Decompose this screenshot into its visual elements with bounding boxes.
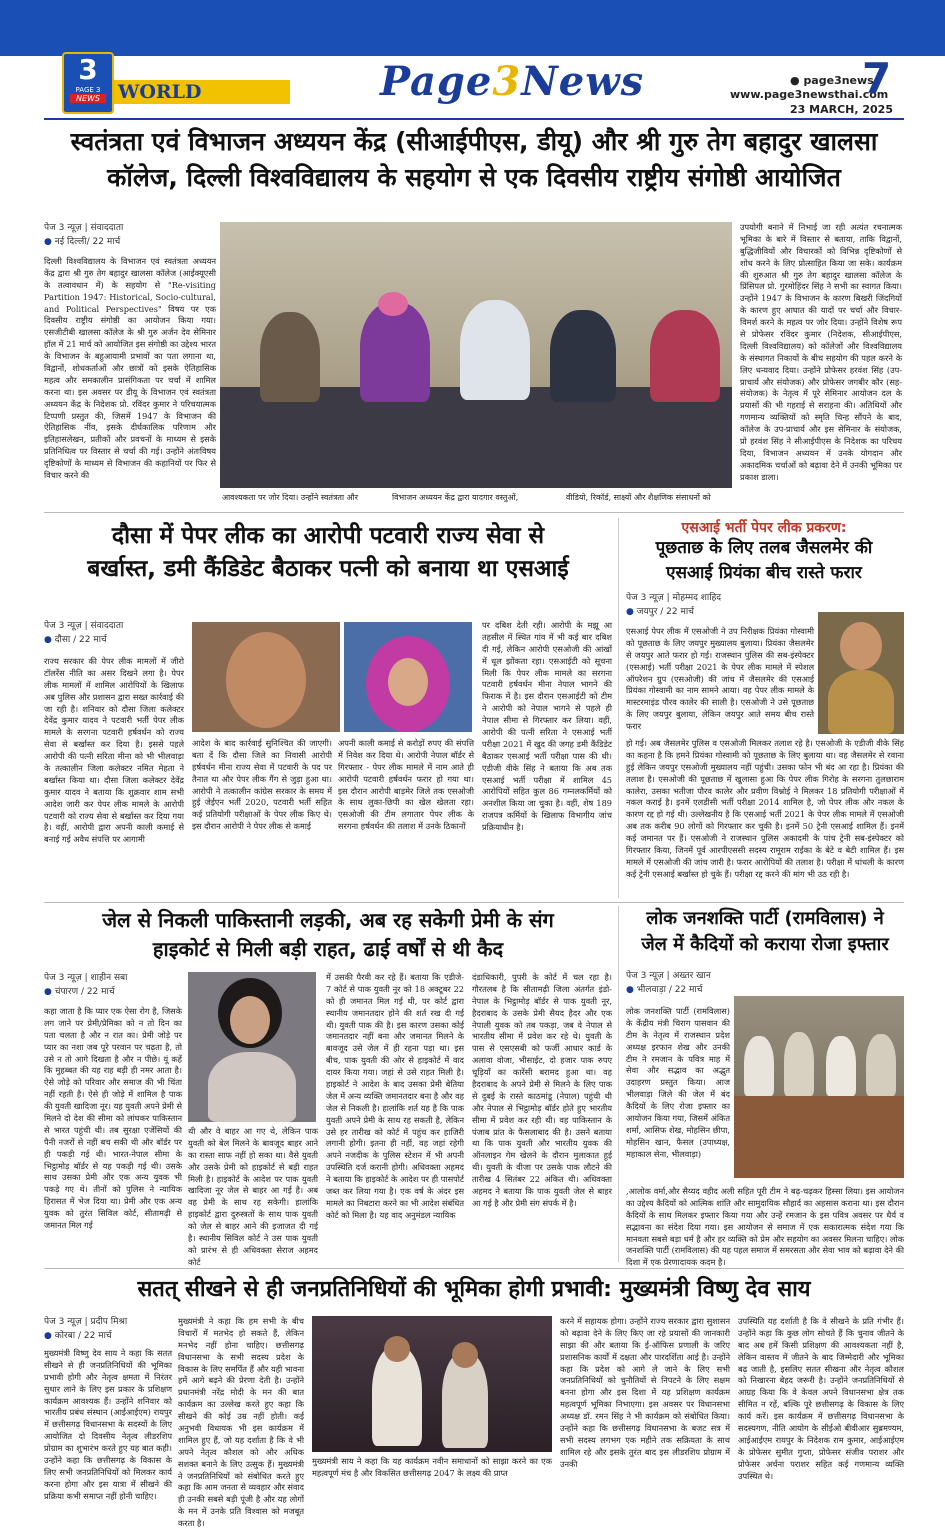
- article2-byline: पेज 3 न्यूज़ | संवाददाता ● दौसा / 22 मार्च: [44, 621, 124, 645]
- divider: [44, 512, 904, 513]
- article1-caption1: आवश्यकता पर जोर दिया। उन्होंने स्वतंत्रता और: [222, 493, 359, 502]
- article1-byline: पेज 3 न्यूज़ | संवाददाता ● नई दिल्ली/ 22 मार्च: [44, 223, 124, 247]
- masthead-post: News: [521, 58, 645, 105]
- iftar-photo: [734, 996, 904, 1178]
- article2-col2: आदेश के बाद कार्रवाई सुनिश्चित की जाएगी। बता दें कि दौसा जिले का निवासी आरोपी हर्षवर्धन मीना राज्य सेवा में पटवारी के पद पर तैनात था और पेपर लीक गैंग से जुड़ा हुआ था। आरोपी ने तत्कालीन कांग्रेस सरकार के समय में हुई जेईएन भर्ती 2020, पटवारी भर्ती सहित कई प्रतियोगी परीक्षाओं के पेपर लीक किए थे। इस दौरान आरोपी ने पेपर लीक से कमाई: [192, 738, 332, 832]
- article6-byline: पेज 3 न्यूज़ | प्रदीप मिश्रा ● कोरबा / 22 मार्च: [44, 1317, 128, 1341]
- article1-headline: स्वतंत्रता एवं विभाजन अध्ययन केंद्र (सीआईपीएस, डीयू) और श्री गुरु तेग बहादुर खालसा कॉलेज, दिल्ली विश्वविद्यालय के सहयोग से एक दिवसीय राष्ट्रीय संगोष्ठी आयोजित: [70, 127, 878, 193]
- accused-woman-photo: [344, 622, 472, 732]
- masthead-pre: Page: [380, 58, 493, 105]
- article6-col4: उपस्थिति यह दर्शाती है कि वे सीखने के प्रति गंभीर हैं। उन्होंने कहा कि कुछ लोग सोचते हैं कि चुनाव जीतने के बाद अब हमें किसी प्रशिक्षण की आवश्यकता नहीं है, लेकिन वास्तव में जीतने के बाद जिम्मेदारी और भूमिका बढ़ जाती है, इसलिए सतत सीखना और नेतृत्व कौशल को निखारना बेहद जरूरी है। उन्होंने जनप्रतिनिधियों से आग्रह किया कि वे केवल अपने विधानसभा क्षेत्र तक सीमित न रहें, बल्कि पूरे छत्तीसगढ़ के विकास के लिए कार्य करें। इस कार्यक्रम में छत्तीसगढ़ विधानसभा के सदस्यगण, नीति आयोग के सीईओ बीवीआर सुब्रमण्यम, आईआईएम रायपुर के निदेशक राम कुमार, आईआईएम के प्रोफेसर सुमीत गुप्ता, प्रोफेसर संजीव पराशर और प्रोफेसर अर्चना पराशर सहित कई गणमान्य व्यक्ति उपस्थित थे।: [738, 1316, 904, 1481]
- article3-kicker: एसआई भर्ती पेपर लीक प्रकरण:: [681, 520, 847, 536]
- article1-caption2: विभाजन अध्ययन केंद्र द्वारा यादगार वस्तुओं,: [392, 493, 519, 502]
- article5-col1: लोक जनशक्ति पार्टी (रामविलास) के केंद्रीय मंत्री चिराग पासवान की टीम के नेतृत्व में राजस्थान प्रदेश अध्यक्ष इरफान शेख और उनकी टीम ने रमजान के पवित्र माह में सेवा और सद्भाव का अद्भुत उदाहरण प्रस्तुत किया। आज भीलवाड़ा जिले की जेल में बंद कैदियों के लिए रोजा इफ्तार का आयोजन किया गया, जिसमें अंकित शर्मा, आसिफ शेख, मोहसिन छीपा, मोहसिन खान, फैसल (उपाध्यक्ष, महाकाल सेना, भीलवाड़ा): [626, 1006, 730, 1159]
- seminar-photo: [220, 222, 732, 488]
- issue-date: 23 MARCH, 2025: [790, 103, 893, 116]
- article6-caption: मुख्यमंत्री साय ने कहा कि यह कार्यक्रम नवीन समाधानों को साझा करने का एक महत्वपूर्ण मंच है और विकसित छत्तीसगढ़ 2047 के लक्ष्य की प्राप्त: [312, 1456, 552, 1478]
- logo-tag: NEWS: [70, 94, 106, 103]
- article6-headline: सतत् सीखने से ही जनप्रतिनिधियों की भूमिका होगी प्रभावी: मुख्यमंत्री विष्णु देव साय: [137, 1277, 811, 1302]
- article4-col4: दंडाधिकारी, पुपरी के कोर्ट में चल रहा है। गौरतलब है कि सीतामढ़ी जिला अंतर्गत इंडो-नेपाल के भिट्ठामोड़ बॉर्डर से पाक युवती नूर, हैदराबाद के उसके प्रेमी सैयद हैदर और एक नेपाली युवक को तब पकड़ा, जब वे नेपाल से भारतीय सीमा में प्रवेश कर रहे थे। युवती के पास से एसएसबी को फर्जी आधार कार्ड के अलावा वोजा, भीसाईट, दो हजार पाक रुपए चूड़ियाँ का कारेंसी बरामद हुआ था। वह हैदराबाद के अपने प्रेमी से मिलने के लिए पाक से दुबई के रास्ते काठमांडू (नेपाल) पहुंची थी और नेपाल से भिट्ठामोड़ बॉर्डर होते हुए भारतीय सीमा में प्रवेश कर रही थी। वह पाकिस्तान के पंजाब प्रांत के फैसलाबाद की है। उसने बताया था कि पाक युवती और भारतीय युवक की ऑनलाइन गेम खेलने के दौरान मुलाकात हुई थी। युवती के वीजा पर उसके पाक लौटने की तारीख 4 सितंबर 22 अंकित थी। अधिवक्ता अहमद ने बताया कि पाक युवती जेल से बाहर आ गई है और प्रेमी संग संपर्क में है।: [472, 972, 612, 1208]
- article2-col1: राज्य सरकार की पेपर लीक मामलों में जीरो टॉलरेंस नीति का असर दिखने लगा है। पेपर लीक मामलों में शामिल आरोपियों के खिलाफ अब पुलिस और प्रशासन द्वारा सख्त कार्रवाई की जा रही है। शनिवार को दौसा जिला कलेक्टर देवेंद्र कुमार यादव ने पटवारी भर्ती पेपर लीक मामले के सरगना पटवारी हर्षवर्धन को राज्य सेवा से बर्खास्त कर दिया है। इससे पहले आरोपी की पत्नी सरिता मीना को भी भीलवाड़ा के तत्कालीन जिला कलेक्टर नमित मेहता ने बर्खास्त किया था। दौसा जिला कलेक्टर देवेंद्र कुमार यादव ने बताया कि शुक्रवार शाम सभी आदेश जारी कर पेपर लीक मामले के आरोपी पटवारी को राज्य सेवा से बर्खास्त कर दिया गया है। वहीं, आरोपी द्वारा अपनी काली कमाई से बनाई गई अवैध संपत्ति पर आगामी: [44, 656, 184, 845]
- pakistani-girl-photo: [188, 972, 316, 1122]
- article3-col1: एसआई पेपर लीक में एसओजी ने उप निरीक्षक प्रियंका गोस्वामी को पूछताछ के लिए जयपुर मुख्यालय बुलाया। प्रियंका जैसलमेर से जयपुर आते फरार हो गई। राजस्थान पुलिस की सब-इंस्पेक्टर (एसआई) भर्ती परीक्षा 2021 के पेपर लीक मामले में स्पेशल ऑपरेशन ग्रुप (एसओजी) की जांच में जैसलमेर की एसआई प्रियंका गोस्वामी का नाम सामने आया। वह पेपर लीक मामले के मास्टरमाइंड पौरव कालेर की साली है। एसओजी ने उसे पूछताछ के लिए जयपुर बुलाया, लेकिन जयपुर आते समय बीच रास्ते फरार: [626, 626, 814, 732]
- top-bar: [0, 0, 945, 56]
- si-priyanka-photo: [818, 612, 904, 734]
- article3-body: हो गई। अब जैसलमेर पुलिस व एसओजी मिलकर तलाश रहे है। एसओजी के एडीजी वीके सिंह का कहना है कि हमने प्रियंका गोस्वामी को पूछताछ के लिए बुलाया था। वह जैसलमेर से रवाना हुई लेकिन जयपुर एसओजी मुख्यालय नहीं पहुंची। उसका फोन भी बंद आ रहा है। प्रियंका की तलाश है। एसओजी की पूछताछ में खुलासा हुआ कि पेपर लीक गिरोह के सरगना तुलछाराम कालेरा, उसका भतीजा पौरव कालेर और प्रवीण विश्नोई ने मिलकर 18 प्रतियोगी परीक्षाओं में नकल कराई है। इनमें एलडीसी भर्ती परीक्षा 2014 शामिल है, जो पेपर लीक और नकल के कारण रद्द हो गई थी। उल्लेखनीय है कि एसआई भर्ती 2021 के पेपर लीक मामले में एसओजी अब तक करीब 90 लोगों को गिरफ्तार कर चुकी है। इनमें 50 ट्रेनी एसआई शामिल हैं। इनमें कई जमानत पर हैं। एसओजी ने राजस्थान पुलिस अकादमी के पांच ट्रेनी सब-इंस्पेक्टर को गिरफ्तार किया, जिनमें पूर्व आरपीएससी सदस्य रामूराम राईका के बेटे व बेटी शामिल हैं। इस मामले में एसओजी की जांच जारी है। फरार आरोपियों की तलाश है। परीक्षा में धांधली के कारण कई ट्रेनी एसआई बर्खास्त हो चुके हैं। परीक्षा रद्द करने की मांग भी उठ रही है।: [626, 738, 904, 879]
- article6-col1: मुख्यमंत्री विष्णु देव साय ने कहा कि सतत सीखने से ही जनप्रतिनिधियों की भूमिका प्रभावी होगी और नेतृत्व क्षमता में निरंतर सुधार लाने के लिए इस प्रकार के प्रशिक्षण कार्यक्रम आवश्यक हैं। उन्होंने शनिवार को भारतीय प्रबंध संस्थान (आईआईएम) रायपुर में छत्तीसगढ़ विधानसभा के सदस्यों के लिए आयोजित दो दिवसीय नेतृत्व लीडरशिप प्रोग्राम का शुभारंभ करते हुए यह बात कही। उन्होंने कहा कि छत्तीसगढ़ के विकास के लिए सभी जनप्रतिनिधियों को मिलकर कार्य करना होगा और इस यात्रा में सीखने की प्रक्रिया कभी समाप्त नहीं होनी चाहिए।: [44, 1348, 172, 1501]
- article2-headline: दौसा में पेपर लीक का आरोपी पटवारी राज्य सेवा से बर्खास्त, डमी कैंडिडेट बैठाकर पत्नी को बनाया था एसआई: [87, 523, 569, 583]
- logo-text: PAGE 3: [75, 86, 101, 94]
- article6-col3: करने में सहायक होगा। उन्होंने राज्य सरकार द्वारा सुशासन को बढ़ावा देने के लिए किए जा रहे प्रयासों की जानकारी साझा की और बताया कि ई-ऑफिस प्रणाली के जरिए प्रशासनिक कार्यों में दक्षता और पारदर्शिता आई है। उन्होंने कहा कि प्रदेश को आगे ले जाने के लिए सभी जनप्रतिनिधियों को चुनौतियों से निपटने के लिए सक्षम बनना होगा और इस दिशा में यह प्रशिक्षण कार्यक्रम महत्वपूर्ण भूमिका निभाएगा। इस अवसर पर विधानसभा अध्यक्ष डॉ. रमन सिंह ने भी कार्यक्रम को संबोधित किया। उन्होंने कहा कि छत्तीसगढ़ विधानसभा के बजट सत्र में सभी सदस्य लगभग एक महीने तक सक्रियता के साथ शामिल रहे और इसके तुरंत बाद इस लीडरशिप प्रोग्राम में उनकी: [560, 1316, 730, 1469]
- logo-number: 3: [78, 53, 98, 86]
- site-url: www.page3newsthai.com: [730, 88, 889, 101]
- article3-byline: पेज 3 न्यूज़ | मोहम्मद शाहिद ● जयपुर / 22 मार्च: [626, 593, 722, 617]
- article4-headline: जेल से निकली पाकिस्तानी लड़की, अब रह सकेगी प्रेमी के संग हाइकोर्ट से मिली बड़ी राहत, ढाई वर्षों से थी कैद: [102, 908, 554, 961]
- article2-col3: अपनी काली कमाई से करोड़ों रुपए की संपत्ति में निवेश कर दिया थे। आरोपी नेपाल बॉर्डर से गिरफ्तार - पेपर लीक मामले में नाम आते ही आरोपी पटवारी हर्षवर्धन फरार हो गया था। इस दौरान आरोपी बाड़मेर जिले तक एसओजी के साथ लुका-छिपी का खेल खेलता रहा। एसओजी की टीम लगातार पेपर लीक के सरगना हर्षवर्धन की तलाश में उनके ठिकानों: [338, 738, 474, 832]
- article4-col3: में उसकी पैरवी कर रहे हैं। बताया कि एडीजे- 7 कोर्ट से पाक युवती नूर को 18 अक्टूबर 22 को ही जमानत मिल गई थी, पर कोर्ट द्वारा स्थानीय जमानतदार होने की शर्त रख दी गई थी। युवती पाक की है। इस कारण उसका कोई जमानतदार नहीं बना और जमानत मिलने के बावजूद उसे जेल में ही रहना पड़ा था। इस बीच, पाक युवती की ओर से हाइकोर्ट में वाद दायर किया गया। जहां से उसे राहत मिली है। हाइकोर्ट ने आदेश के बाद उसका प्रेमी बेतिया जेल में अन्य व्यक्ति जमानतदार बना है और वह जेल से निकली है। हालांकि शर्त यह है कि पाक युवती अपने प्रेमी के साथ रह सकती है, लेकिन उसे हर तारीख को कोर्ट में पहुंच कर हाजिरी लगानी होगी। इतना ही नहीं, वह जहां रहेगी अपने नजदीक के पुलिस स्टेशन में भी अपनी उपस्थिति दर्ज करानी होगी। अधिवक्ता अहमद ने बताया कि हाइकोर्ट के आदेश पर ही पासपोर्ट जब्त कर लिया गया है। एक वर्ष के अंदर इस मामले का निबटारा करने का भी आदेश संबंधित कोर्ट को मिला है। यह वाद अनुमंडल न्यायिक: [326, 972, 464, 1220]
- masthead: [380, 58, 644, 105]
- article5-body: ,आलोक वर्मा,और सैय्यद वहीद अली सहित पूरी टीम ने बढ़-चढ़कर हिस्सा लिया। इस आयोजन का उद्देश्य कैदियों को आत्मिक शांति और सामुदायिक सौहार्द का अहसास कराना था। इस दौरान कैदियों के साथ मिलकर इफ्तार किया गया और उन्हें रमजान के इस पवित्र अवसर पर धैर्य व सद्भावना का संदेश दिया गया। इस आयोजन से समाज में एक सकारात्मक संदेश गया कि मानवता सबसे बड़ा धर्म है और हर व्यक्ति को प्रेम और सहयोग का अवसर मिलना चाहिए। लोक जनशक्ति पार्टी (रामविलास) की यह पहल समाज में समरसता और सेवा भाव को बढ़ावा देने की दिशा में एक प्रेरणादायक कदम है।: [626, 1186, 904, 1268]
- page3-logo: [62, 52, 114, 114]
- masthead-num: 3: [492, 58, 522, 105]
- site-short: ● page3news: [790, 74, 874, 87]
- article5-byline: पेज 3 न्यूज़ | अख्तर खान ● भीलवाड़ा / 22 मार्च: [626, 971, 711, 995]
- vertical-divider: [618, 518, 619, 898]
- article1-col1: दिल्ली विश्वविद्यालय के विभाजन एवं स्वतंत्रता अध्ययन केंद्र द्वारा श्री गुरु तेग बहादुर खालसा कॉलेज (आईक्यूएसी के तत्वावधान में) के सहयोग से "Re-visiting Partition 1947: Historical, Socio-cultural, and Political Perspectives" विषय पर एक दिवसीय राष्ट्रीय संगोष्ठी का आयोजन किया गया। एसजीटीबी खालसा कॉलेज के श्री गुरु अर्जन देव सेमिनार हॉल में 21 मार्च को आयोजित इस संगोष्ठी का उद्देश्य भारत के विभाजन के बहुआयामी प्रभावों का पता लगाना था, विद्वानों, शोधकर्ताओं और छात्रों को इसके ऐतिहासिक महत्व और समकालीन प्रासंगिकता पर चर्चा में शामिल करना था। इस अवसर पर डीयू के विभाजन एवं स्वतंत्रता अध्ययन केंद्र के निदेशक प्रो. रविंदर कुमार ने परिचयात्मक टिप्पणी प्रस्तुत की, जिसमें 1947 के विभाजन की ऐतिहासिक नींव, इसके दीर्घकालिक परिणाम और इतिहासलेखन, प्रतीकों और प्रवचनों के माध्यम से इसके प्रतिनिधित्व पर विस्तार से चर्चा की गई। उन्होंने अंतःविषय दृष्टिकोणों के माध्यम से विभाजन की कहानियों पर फिर से विचार करने की: [44, 256, 216, 481]
- article2-col4: पर दबिश देती रही। आरोपी के मझू आ तहसील में स्थित गांव में भी कई बार दबिश दी गई, लेकिन आरोपी एसओजी की आंखों में धूल झोंकता रहा। एसआईटी को सूचना मिली कि पेपर लीक मामले का सरगना पटवारी हर्षवर्धन मीना नेपाल भागने की फिराक में है। इस दौरान एसआईटी को टीम ने आरोपी को नेपाल भागने से पहले ही नेपाल सीमा से गिरफ्तार कर लिया। वहीं, आरोपी की पत्नी सरिता ने एसआई भर्ती परीक्षा 2021 में खुद की जगह डमी कैंडिडेट बैठाकर एसआई भर्ती परीक्षा पास की थी। एडीजी वीके सिंह ने बताया कि अब तक एसआई भर्ती परीक्षा में शामिल 45 आरोपियों सहित कुल 86 गम्नलकर्मियों को अनशील किया जा चुका है। वहीं, शेष 189 राजपत्र कर्मियों के खिलाफ विभागीय जांच प्रक्रियाधीन है।: [482, 620, 612, 833]
- article1-col3: उपयोगी बनाने में निभाई जा रही अत्यंत रचनात्मक भूमिका के बारे में विस्तार से बताया, ताकि विद्वानों, बुद्धिजीवियों और विचारकों को विभिन्न दृष्टिकोणों से शोध करने के लिए प्रोत्साहित किया जा सके। कार्यक्रम की शुरुआत श्री गुरु तेग बहादुर खालसा कॉलेज के प्रिंसिपल प्रो. गुरमोहिंदर सिंह ने सभी का स्वागत किया। उन्होंने 1947 के विभाजन के कारण बिखरी जिंदगियों के कारण हुए आघात की यादों पर चर्चा और विचार-विमर्श करने के महत्व पर जोर दिया। उन्होंने विशेष रूप से प्रोफेसर रविंदर कुमार (निदेशक, सीआईपीएस, दिल्ली विश्वविद्यालय) को कॉलेजों और विश्वविद्यालय के संस्थागत निकायों के बीच सहयोग की पहल करने के लिए धन्यवाद दिया। उन्होंने प्रोफेसर हरवंश सिंह (उप-प्राचार्य और संयोजक) और प्रोफेसर जगबीर कौर (सह-संयोजक) के नेतृत्व में पूरे सेमिनार आयोजन दल के प्रयासों की भी गहराई से सराहना की। अतिथियों और गणमान्य व्यक्तियों को स्मृति चिन्ह सौंपने के बाद, कॉलेज के उप-प्राचार्य और इस सेमिनार के संयोजक, प्रो हरवंश सिंह ने सीआईपीएस के निदेशक का परिचय दिया, विभाजन अध्ययन में उनके योगदान और अकादमिक चर्चाओं को बढ़ावा देने में उनकी भूमिका पर प्रकाश डाला।: [740, 222, 902, 482]
- article5-headline: लोक जनशक्ति पार्टी (रामविलास) ने जेल में कैदियों को कराया रोजा इफ्तार: [641, 908, 889, 956]
- article6-col2: मुख्यमंत्री ने कहा कि हम सभी के बीच विचारों में मतभेद हो सकते हैं, लेकिन मनभेद नहीं होना चाहिए। छत्तीसगढ़ विधानसभा के सभी सदस्य प्रदेश के विकास के लिए समर्पित हैं और यही भावना हमें आगे बढ़ने की प्रेरणा देती है। उन्होंने प्रधानमंत्री नरेंद्र मोदी के मन की बात कार्यक्रम का उल्लेख करते हुए कहा कि सीखने की कोई उम्र नहीं होती। कई अनुभवी विधायक भी इस कार्यक्रम में शामिल हुए हैं, जो यह दर्शाता है कि वे भी अपने नेतृत्व कौशल को और अधिक सशक्त बनाने के लिए उत्सुक हैं। मुख्यमंत्री ने जनप्रतिनिधियों को संबोधित करते हुए कहा कि आम जनता से व्यवहार और संवाद ही उनकी सबसे बड़ी पूंजी है और यह लोगों के मन में उनके प्रति विश्वास को मजबूत करता है।: [178, 1316, 304, 1529]
- article4-byline: पेज 3 न्यूज़ | शाहीन सबा ● चंपारण / 22 मार्च: [44, 973, 128, 997]
- header-rule: [44, 118, 904, 120]
- section-title: WORLD: [118, 81, 202, 103]
- article4-col1: कहा जाता है कि प्यार एक ऐसा रोग है, जिसके लग जाने पर प्रेमी/प्रेमिका को न तो दिन का पता चलता है और न रात का। प्रेमी जोड़े पर प्यार का नशा जब पूरे परवान पर चढ़ता है, तो उसे न तो आगे दिखता है और न पीछे। यूं कहें कि मुहब्बत की यह राह बड़ी ही नमर आता है। ऐसे जोड़े को परिवार और समाज की भी चिंता नहीं रहती है। ऐसे ही जोड़े में शामिल है पाक की युवती खादिजा नूर। यह युवती अपने प्रेमी से मिलने दो देश की सीमा को लांघकर पाकिस्तान से भारत पहुंची थी। तब सुरक्षा एजेंसियों की पैनी नजरों से नहीं बच सकी थी और बॉर्डर पर ही पकड़ी गई थी। भारत-नेपाल सीमा के भिट्ठामोड़ बॉर्डर से यह पकड़ी गई थी। उसके साथ उसका प्रेमी और एक अन्य युवक भी पकड़े गए थे। तीनों को पुलिस ने न्यायिक हिरासत में भेज दिया था। प्रेमी और एक अन्य युवक को तुरंत सिविल कोर्ट, सीतामढ़ी से जमानत मिल गई: [44, 1006, 182, 1231]
- vertical-divider: [618, 906, 619, 1262]
- article3-headline: पूछताछ के लिए तलब जैसलमेर की एसआई प्रियंका बीच रास्ते फरार: [655, 538, 873, 583]
- article4-col2: थी और वे बाहर आ गए थे, लेकिन पाक युवती को बेल मिलने के बावजूद बाहर आने का रास्ता साफ नहीं हो सका था। वैसे युवती और उसके प्रेमी को हाइकोर्ट से बड़ी राहत मिली है। हाइकोर्ट के आदेश पर पाक युवती खादिजा नूर जेल से बाहर आ गई है। अब वह प्रेमी के साथ रह सकेगी। हालांकि हाइकोर्ट द्वारा दुरुस्त्रतों के साथ पाक युवती को जेल से बाहर आने की इजाजत दी गई है। स्थानीय सिविल कोर्ट ने उस पाक युवती को प्रारंभ से ही अधिवक्ता सेराज अहमद कोर्ट: [188, 1126, 318, 1267]
- accused-man-photo: [192, 622, 340, 732]
- page-number: 7: [862, 54, 892, 103]
- divider: [44, 1268, 904, 1269]
- divider: [44, 902, 904, 903]
- article1-caption3: वीडियो, रिकॉर्ड, साक्ष्यों और शैक्षणिक संसाधनों को: [566, 493, 711, 502]
- cm-event-photo: [312, 1316, 552, 1452]
